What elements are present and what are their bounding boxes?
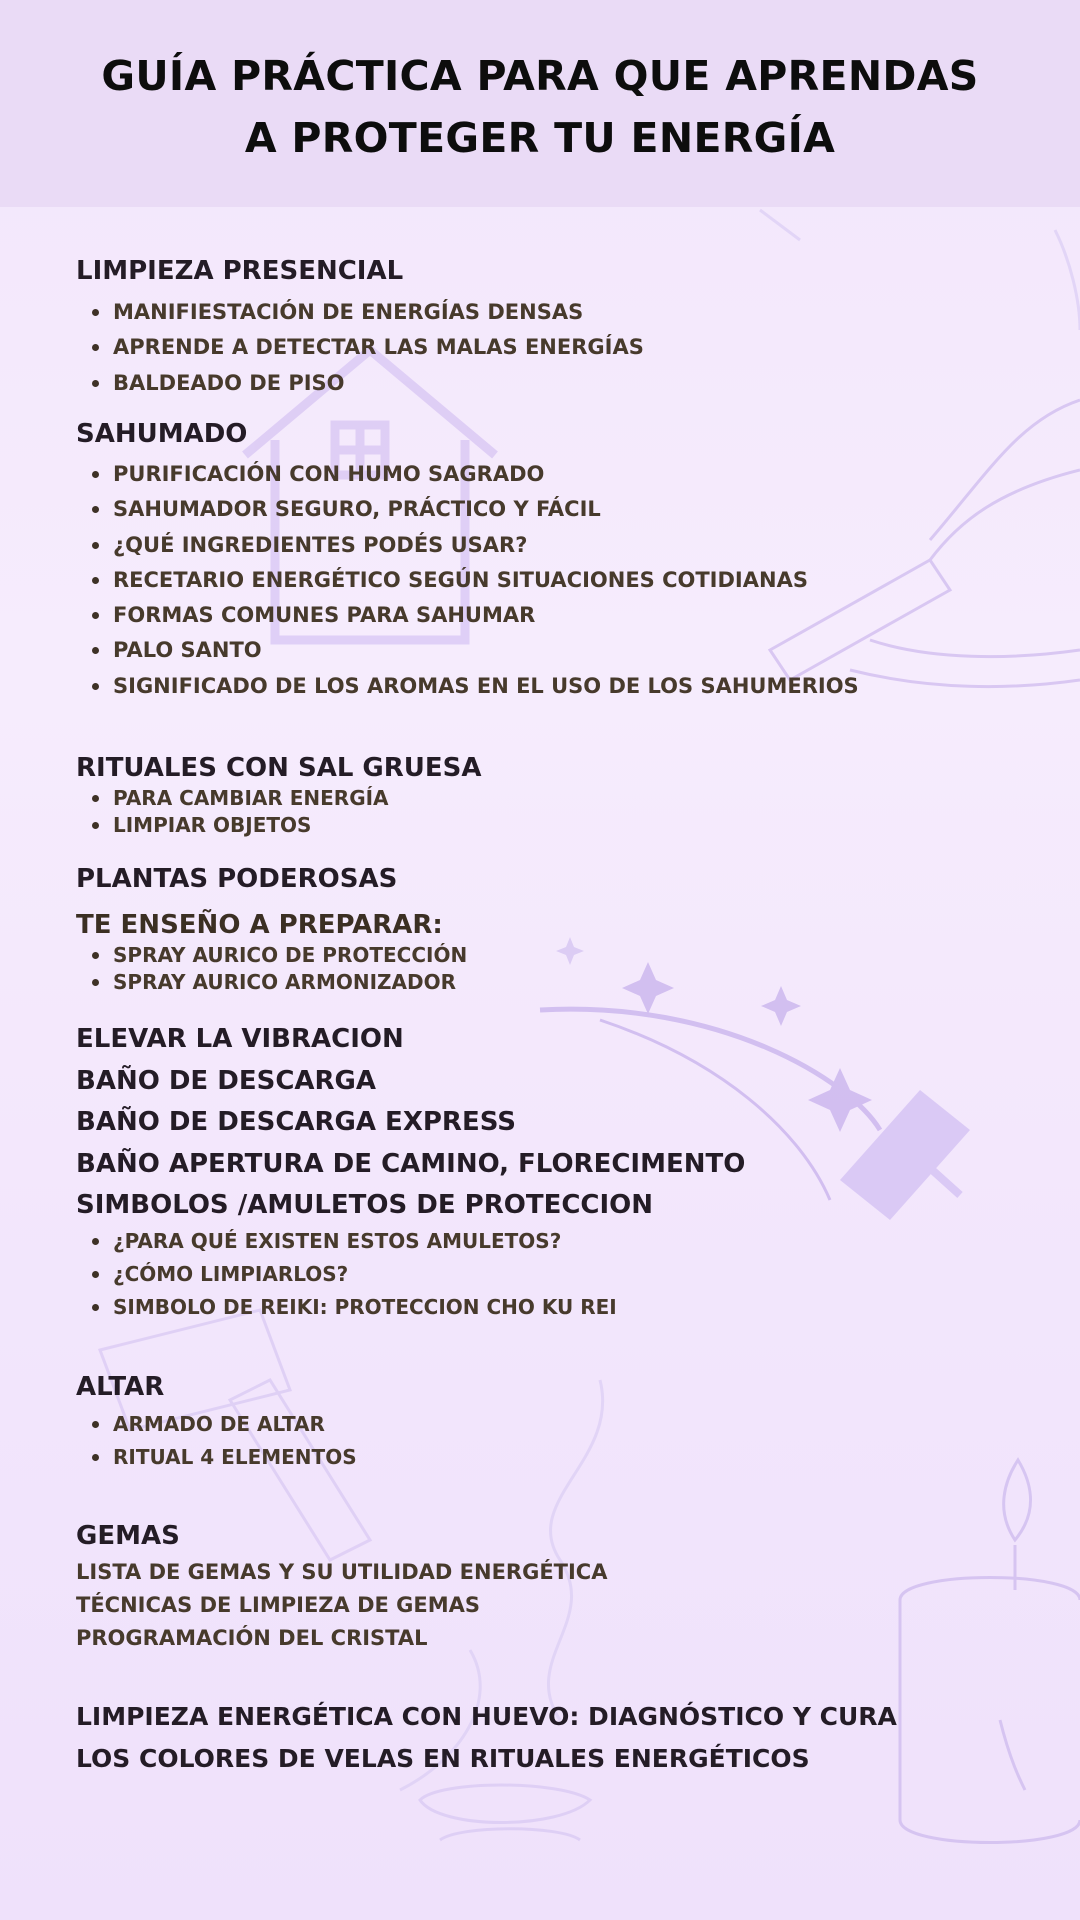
list-item: ¿CÓMO LIMPIARLOS? <box>76 1262 348 1286</box>
list-item: SPRAY AURICO ARMONIZADOR <box>76 970 456 994</box>
gemas-line: PROGRAMACIÓN DEL CRISTAL <box>76 1626 428 1650</box>
candle-icon <box>900 1460 1080 1843</box>
section-heading-limpieza-presencial: LIMPIEZA PRESENCIAL <box>76 256 404 286</box>
list-item: SIGNIFICADO DE LOS AROMAS EN EL USO DE LOS SAHUMERIOS <box>76 674 859 698</box>
incense-stick-icon <box>770 400 1080 687</box>
gemas-line: LISTA DE GEMAS Y SU UTILIDAD ENERGÉTICA <box>76 1560 608 1584</box>
list-item: PURIFICACIÓN CON HUMO SAGRADO <box>76 462 544 486</box>
list-item: ¿QUÉ INGREDIENTES PODÉS USAR? <box>76 533 527 557</box>
list-item: RITUAL 4 ELEMENTOS <box>76 1445 357 1469</box>
list-item: PALO SANTO <box>76 638 262 662</box>
list-item: RECETARIO ENERGÉTICO SEGÚN SITUACIONES COTIDIANAS <box>76 568 808 592</box>
page-header <box>0 0 1080 207</box>
section-heading: BAÑO DE DESCARGA EXPRESS <box>76 1107 516 1137</box>
list-item: SIMBOLO DE REIKI: PROTECCION CHO KU REI <box>76 1295 617 1319</box>
section-heading: SIMBOLOS /AMULETOS DE PROTECCION <box>76 1190 654 1220</box>
section-heading: BAÑO DE DESCARGA <box>76 1066 377 1096</box>
page-title-line-1: GUÍA PRÁCTICA PARA QUE APRENDAS <box>101 52 979 100</box>
section-heading: BAÑO APERTURA DE CAMINO, FLORECIMENTO <box>76 1149 746 1179</box>
section-heading-gemas: GEMAS <box>76 1521 180 1551</box>
gemas-line: TÉCNICAS DE LIMPIEZA DE GEMAS <box>76 1593 481 1617</box>
list-item: MANIFIESTACIÓN DE ENERGÍAS DENSAS <box>76 300 583 324</box>
list-item: LIMPIAR OBJETOS <box>76 813 311 837</box>
smoke-lines <box>400 210 1080 1790</box>
section-heading-plantas: PLANTAS PODEROSAS <box>76 864 398 894</box>
section-heading-sahumado: SAHUMADO <box>76 419 248 449</box>
page-title-line-2: A PROTEGER TU ENERGÍA <box>244 114 836 162</box>
section-heading: LOS COLORES DE VELAS EN RITUALES ENERGÉTICOS <box>76 1744 810 1773</box>
section-heading-preparar: TE ENSEÑO A PREPARAR: <box>76 910 443 940</box>
section-heading-altar: ALTAR <box>76 1372 165 1402</box>
section-heading-rituales-sal: RITUALES CON SAL GRUESA <box>76 753 482 783</box>
list-item: PARA CAMBIAR ENERGÍA <box>76 786 389 810</box>
list-item: SPRAY AURICO DE PROTECCIÓN <box>76 943 467 967</box>
section-heading: LIMPIEZA ENERGÉTICA CON HUEVO: DIAGNÓSTICO Y CURA <box>76 1702 897 1731</box>
list-item: BALDEADO DE PISO <box>76 371 345 395</box>
list-item: ¿PARA QUÉ EXISTEN ESTOS AMULETOS? <box>76 1229 561 1253</box>
section-heading: ELEVAR LA VIBRACION <box>76 1024 404 1054</box>
list-item: SAHUMADOR SEGURO, PRÁCTICO Y FÁCIL <box>76 497 601 521</box>
list-item: ARMADO DE ALTAR <box>76 1412 325 1436</box>
list-item: APRENDE A DETECTAR LAS MALAS ENERGÍAS <box>76 335 644 359</box>
list-item: FORMAS COMUNES PARA SAHUMAR <box>76 603 535 627</box>
